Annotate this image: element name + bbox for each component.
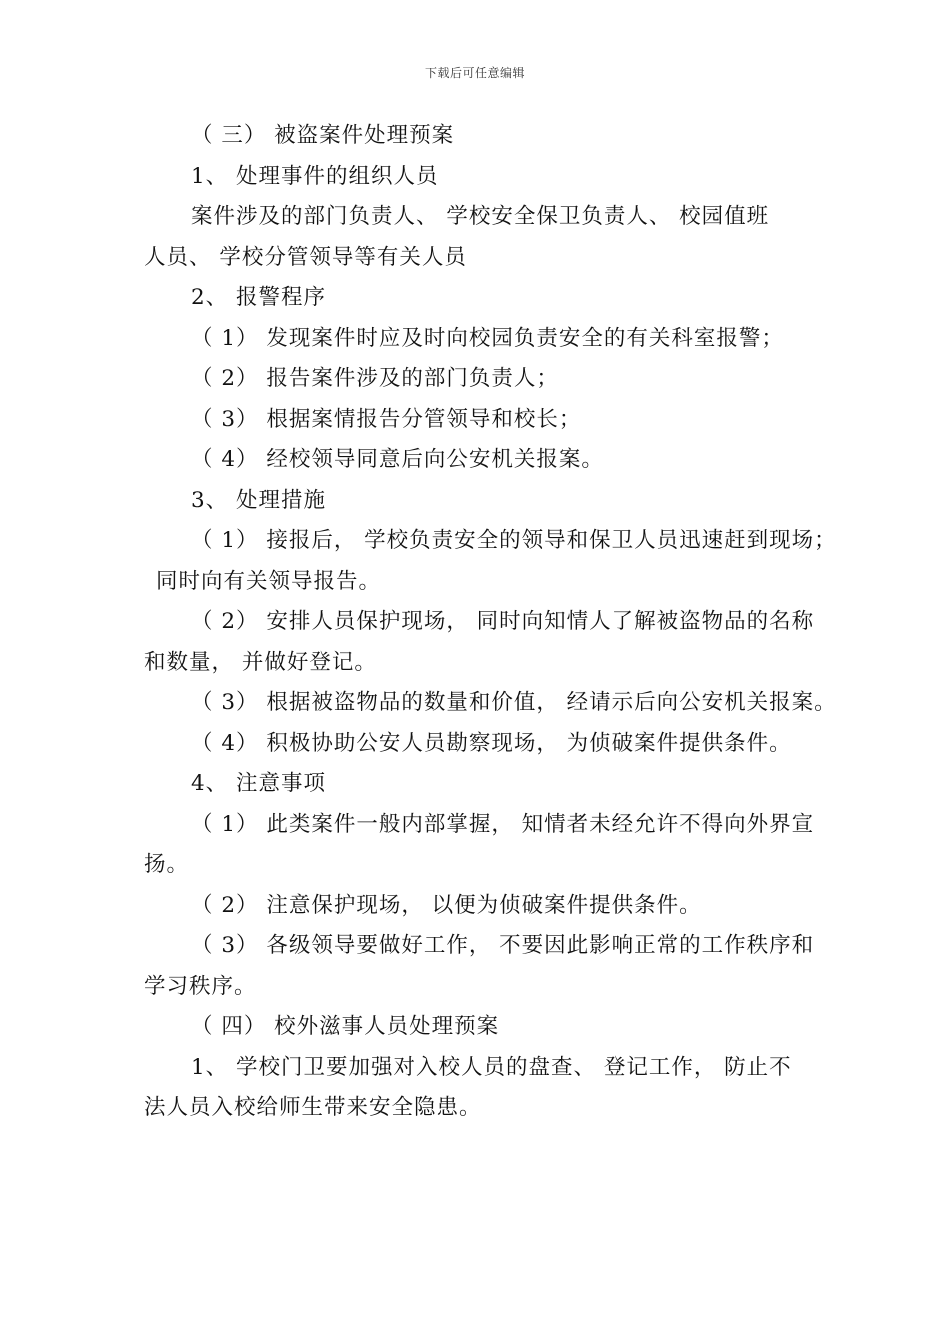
- list-item: （ 2） 安排人员保护现场， 同时向知情人了解被盗物品的名称: [191, 609, 815, 634]
- paragraph-line: 和数量， 并做好登记。: [144, 649, 377, 675]
- list-item: 1、 学校门卫要加强对入校人员的盘查、 登记工作， 防止不: [191, 1054, 792, 1080]
- paragraph-line: 人员、 学校分管领导等有关人员: [144, 244, 467, 270]
- paragraph-line: 案件涉及的部门负责人、 学校安全保卫负责人、 校园值班: [191, 204, 770, 229]
- section-heading-3: （ 三） 被盗案件处理预案: [191, 123, 455, 148]
- subheading-measures: 3、 处理措施: [191, 487, 327, 513]
- subheading-notes: 4、 注意事项: [191, 771, 327, 796]
- list-item: （ 1） 接报后， 学校负责安全的领导和保卫人员迅速赶到现场；: [191, 528, 837, 553]
- page-header: 下载后可任意编辑: [424, 66, 525, 80]
- list-item: （ 4） 经校领导同意后向公安机关报案。: [191, 447, 604, 472]
- paragraph-line: 同时向有关领导报告。: [156, 568, 382, 594]
- list-item: （ 2） 注意保护现场， 以便为侦破案件提供条件。: [191, 892, 702, 918]
- list-item: （ 1） 此类案件一般内部掌握， 知情者未经允许不得向外界宣: [191, 811, 815, 837]
- paragraph-line: 扬。: [144, 852, 190, 877]
- list-item: （ 3） 根据被盗物品的数量和价值， 经请示后向公安机关报案。: [191, 690, 837, 715]
- list-item: （ 1） 发现案件时应及时向校园负责安全的有关科室报警；: [191, 325, 784, 351]
- subheading-organization: 1、 处理事件的组织人员: [191, 163, 439, 189]
- subheading-alarm-procedure: 2、 报警程序: [191, 285, 327, 310]
- paragraph-line: 学习秩序。: [144, 973, 257, 999]
- paragraph-line: 法人员入校给师生带来安全隐患。: [144, 1095, 482, 1120]
- section-heading-4: （ 四） 校外滋事人员处理预案: [191, 1014, 500, 1039]
- list-item: （ 3） 各级领导要做好工作， 不要因此影响正常的工作秩序和: [191, 933, 815, 958]
- document-body: [144, 116, 837, 1129]
- list-item: （ 2） 报告案件涉及的部门负责人；: [191, 366, 559, 391]
- list-item: （ 4） 积极协助公安人员勘察现场， 为侦破案件提供条件。: [191, 730, 792, 756]
- list-item: （ 3） 根据案情报告分管领导和校长；: [191, 406, 582, 432]
